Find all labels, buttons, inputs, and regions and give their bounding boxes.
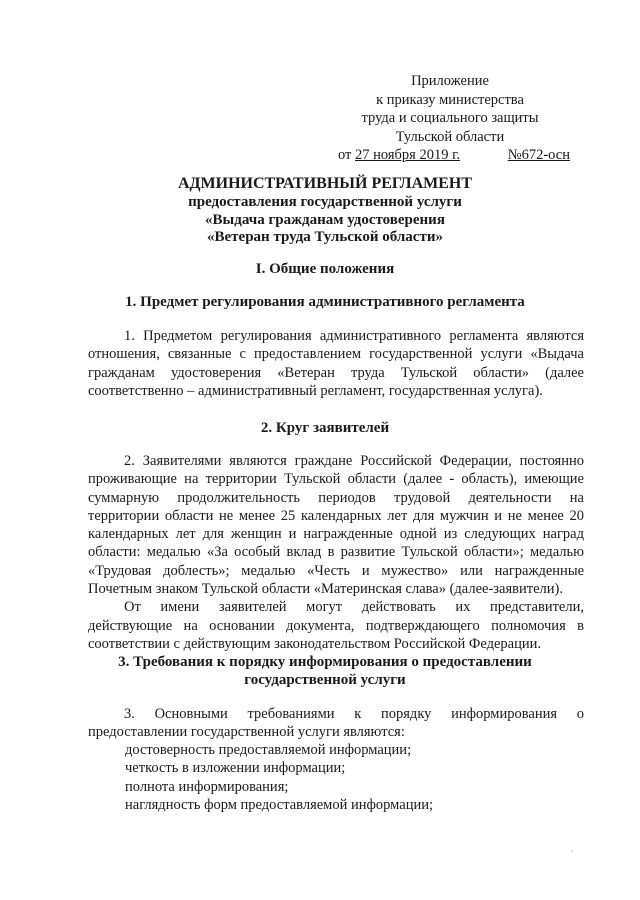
heading-line: государственной услуги <box>244 672 406 688</box>
paragraph-line: «Трудовая доблесть»; медалью «Честь и мужество» или награжденные <box>88 562 584 579</box>
order-date <box>338 146 460 165</box>
order-date-line <box>330 146 570 165</box>
date-value: 27 ноября 2019 г. <box>355 147 461 163</box>
paragraph-line: отношения, связанные с предоставлением государственной услуги «Выдача <box>88 346 584 363</box>
paragraph <box>88 705 584 742</box>
subsection-heading: 2. Круг заявителей <box>260 420 390 436</box>
paragraph-line: области: медалью «За особый вклад в развитие Тульской области»; медалью <box>88 544 584 561</box>
regulation-subtitle <box>60 194 590 247</box>
paragraph-line: предоставлении государственной услуги являются: <box>88 724 405 741</box>
paragraph-line: суммарную продолжительность периодов трудовой деятельности на <box>88 489 584 506</box>
subtitle-line: «Выдача гражданам удостоверения <box>205 211 445 228</box>
subsection-heading <box>60 653 590 689</box>
paragraph-line: Почетным знаком Тульской области «Материнская слава» (далее-заявители). <box>88 581 563 598</box>
paragraph-line: гражданам удостоверения «Ветеран труда Тульской области» (далее <box>88 364 584 381</box>
attachment-line: к приказу министерства <box>376 91 524 108</box>
date-prefix: от <box>338 147 352 163</box>
list-item: достоверность предоставляемой информации; <box>125 742 412 758</box>
attachment-line: труда и социального защиты <box>361 110 539 126</box>
order-number: №672-осн <box>507 147 570 163</box>
paragraph <box>88 327 584 400</box>
paragraph-line: соответственно – административный регламент, государственная услуга). <box>88 382 543 399</box>
requirements-list <box>125 741 585 814</box>
paragraph-line: 1. Предметом регулирования административного регламента являются <box>124 328 584 344</box>
heading-line: 3. Требования к порядку информирования о предоставлении <box>118 654 532 670</box>
scan-speck <box>571 850 573 852</box>
paragraph-line: соответствии с действующим законодательством Российской Федерации. <box>88 635 541 652</box>
attachment-block <box>330 72 570 165</box>
paragraph-line: 2. Заявителями являются граждане Российской Федерации, постоянно <box>124 453 584 469</box>
list-item: полнота информирования; <box>125 778 289 795</box>
list-item: наглядность форм предоставляемой информации; <box>125 796 433 813</box>
paragraph <box>88 452 584 653</box>
paragraph-line: От имени заявителей могут действовать их представители, <box>124 599 584 616</box>
attachment-line: Тульской области <box>395 128 505 145</box>
paragraph-line: проживающие на территории Тульской области (далее - область), имеющие <box>88 471 584 488</box>
subtitle-line: «Ветеран труда Тульской области» <box>207 229 443 245</box>
section-heading: I. Общие положения <box>255 261 395 277</box>
subsection-heading: 1. Предмет регулирования административного регламента <box>125 294 525 310</box>
paragraph-line: календарных лет для женщин и награжденные одной из следующих наград <box>88 526 584 543</box>
subtitle-line: предоставления государственной услуги <box>188 194 462 210</box>
list-item: четкость в изложении информации; <box>125 760 346 777</box>
regulation-title: АДМИНИСТРАТИВНЫЙ РЕГЛАМЕНТ <box>177 175 473 192</box>
paragraph-line: территории области не менее 25 календарных лет для мужчин и не менее 20 <box>88 507 584 524</box>
attachment-line: Приложение <box>411 73 489 89</box>
paragraph-line: 3. Основными требованиями к порядку информирования о <box>124 706 584 722</box>
paragraph-line: действующие на основании документа, подтверждающего полномочия в <box>88 617 584 634</box>
